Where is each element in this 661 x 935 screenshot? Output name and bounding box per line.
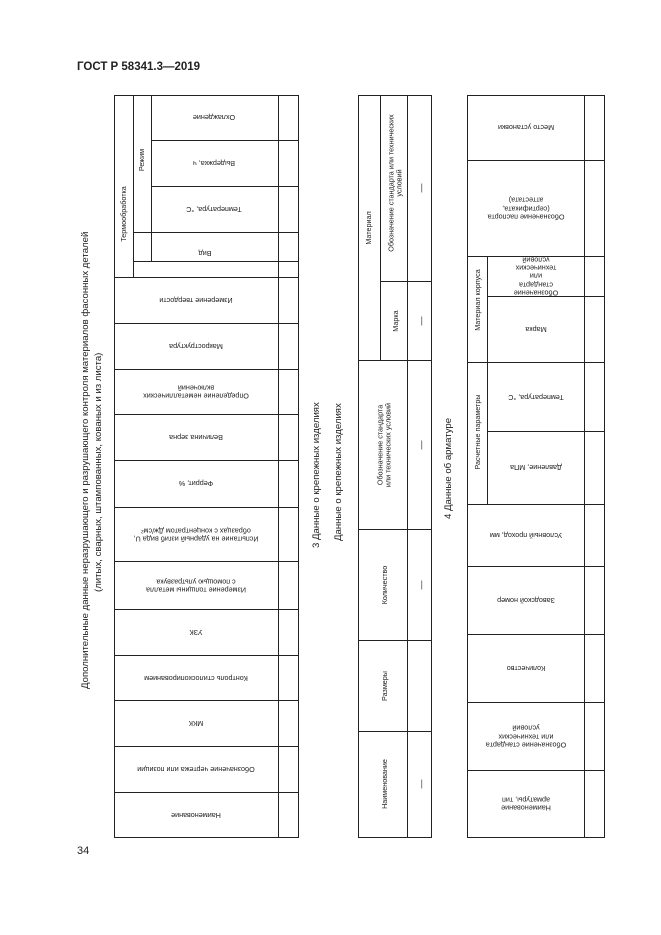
table3-col-5: Давление, МПа <box>510 463 562 473</box>
table2-dash-1: — <box>416 580 426 590</box>
table1-col-5: Измерение толщины металла с помощью ультразвука <box>146 577 246 595</box>
table1-col-10: Макроструктура <box>169 342 223 352</box>
table3-col-10: Место установки <box>497 123 555 133</box>
table2-col-1: Размеры <box>379 671 389 701</box>
table2-material-group: Материал <box>363 211 373 245</box>
table3-col-3: Заводской номер <box>497 596 555 606</box>
table2-dash-0: — <box>416 779 426 789</box>
table1-col-4: УЗК <box>189 628 203 638</box>
table1-col-12: Вид <box>198 249 212 259</box>
table2-dash-2: — <box>416 440 426 450</box>
table3-col-9: Обозначение паспорта (сертификата, аттестата) <box>487 195 565 222</box>
table3-section-title: 4 Данные об арматуре <box>443 417 454 519</box>
table2-col-4: Марка <box>390 310 400 332</box>
table2-col-3: Обозначение стандарта или технических условий <box>375 402 393 488</box>
table1-col-1: Обозначение чертежа или позиции <box>137 765 255 775</box>
table3-col-8: Обозначение стандарта или технических условий <box>513 255 559 298</box>
table1-col-6: Испытание на ударный изгиб вида U, образцах с концентратом Дж/см² <box>133 526 259 544</box>
table3-col-1: Обозначение стандарта или технических условий <box>485 723 567 750</box>
table1-col-3: Контроль стилоскопированием <box>144 674 248 684</box>
table1-group-mode: Режим <box>136 148 146 172</box>
document-header: ГОСТ Р 58341.3—2019 <box>77 61 201 73</box>
table2-col-2: Количество <box>379 565 389 605</box>
table3-col-7: Марка <box>525 325 547 335</box>
table3-group-calc: Расчетные параметры <box>472 394 482 470</box>
table1-col-15: Охлаждение <box>192 113 236 123</box>
table2-section-title: 3 Данные о крепежных изделиях <box>311 402 322 548</box>
table3-col-4: Условный проход, мм <box>489 531 563 541</box>
table1-col-9: Определение неметаллических включений <box>143 383 249 401</box>
table2-col-5: Обозначение стандарта или технических условий <box>386 114 404 252</box>
table1-col-7: Феррит, % <box>178 479 214 489</box>
table3-group-body: Материал корпуса <box>472 269 482 331</box>
table1-col-0: Наименование <box>171 811 221 821</box>
table3-col-2: Количество <box>506 664 546 674</box>
table1-col-2: МКК <box>188 719 204 729</box>
table2-dash-4: — <box>416 183 426 193</box>
table2-caption: Данные о крепежных изделиях <box>333 403 344 541</box>
table3-col-0: Наименование арматуры, тип <box>501 795 551 813</box>
table3-col-6: Температура, °С <box>508 393 564 403</box>
page-number: 34 <box>77 845 90 857</box>
table1-col-13: Температура, °С <box>186 205 242 215</box>
table1-caption-line1: Дополнительные данные неразрушающего и разрушающего контроля материалов фасонных деталей <box>80 231 91 689</box>
table1-col-11: Измерение твердости <box>159 296 233 306</box>
table1-col-8: Величина зерна <box>169 433 223 443</box>
table1-caption-line2: (литых, сварных, штампованных, кованых и из листа) <box>93 352 104 592</box>
table1-group-heat: Термообработка <box>118 186 128 242</box>
table2-dash-3: — <box>416 316 426 326</box>
table2-col-0: Наименование <box>379 759 389 809</box>
table1-col-14: Выдержка, ч <box>193 159 235 169</box>
